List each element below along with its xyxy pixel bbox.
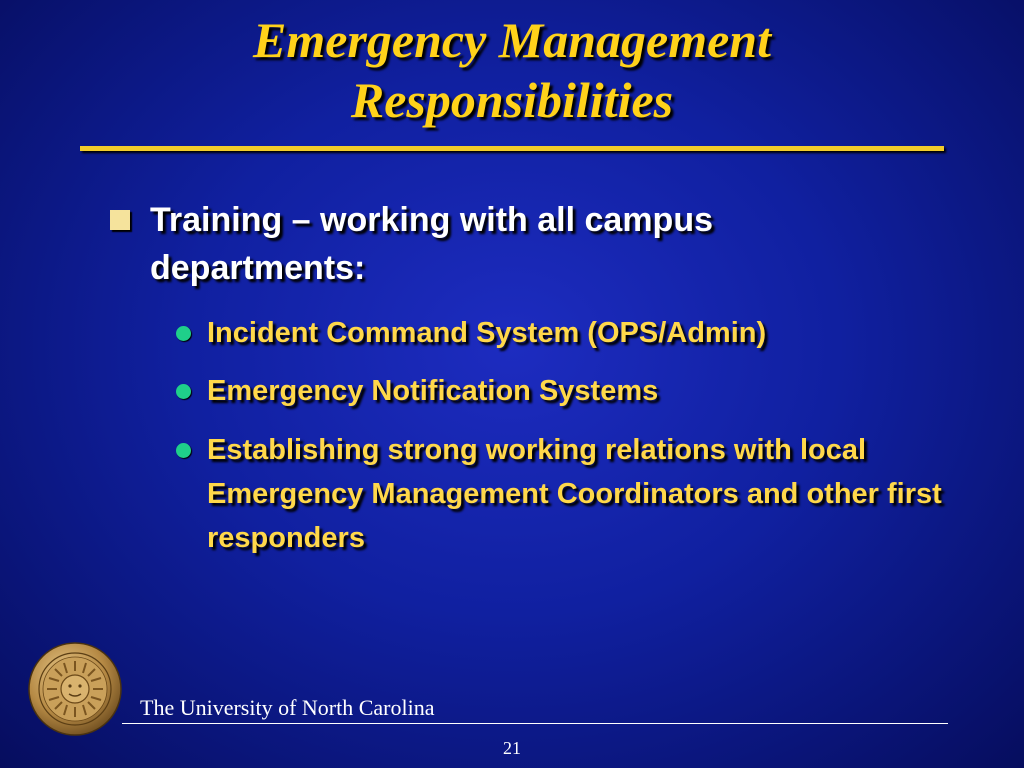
square-bullet-icon — [110, 210, 130, 230]
round-bullet-icon — [176, 326, 191, 341]
slide-title — [0, 10, 1024, 130]
main-bullet-text: Training – working with all campus departments: — [150, 201, 713, 287]
title-underline — [80, 146, 944, 151]
page-number: 21 — [503, 738, 521, 758]
footer-organization: The University of North Carolina — [140, 695, 435, 720]
title-line-1: Emergency Management — [252, 12, 772, 68]
sub-bullet-text: Incident Command System (OPS/Admin) — [207, 317, 767, 349]
sub-bullet-text: Emergency Notification Systems — [207, 375, 659, 407]
round-bullet-icon — [176, 384, 191, 399]
sub-bullet-text: Establishing strong working relations with local Emergency Management Coordinators and other first responders — [207, 434, 942, 554]
footer-divider — [122, 723, 948, 724]
title-line-2: Responsibilities — [350, 72, 674, 128]
round-bullet-icon — [176, 443, 191, 458]
university-seal-icon — [28, 642, 122, 736]
